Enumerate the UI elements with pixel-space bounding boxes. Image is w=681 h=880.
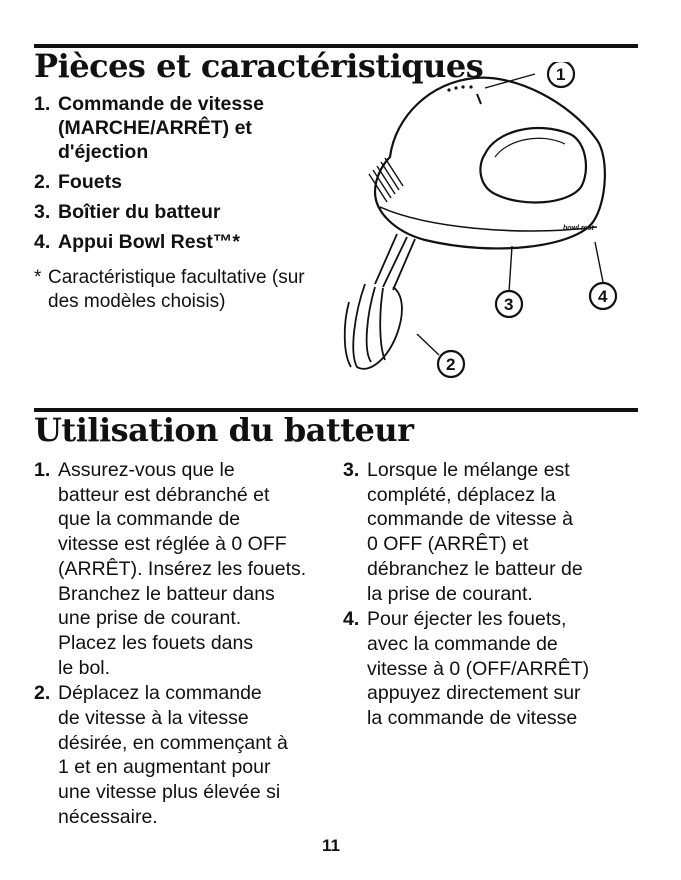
callout-4-label: 4 (598, 287, 608, 306)
list-item (34, 92, 328, 164)
step-number: 4. (343, 608, 360, 631)
step-text: Assurez-vous que le batteur est débranché et que la commande de vitesse est réglée à 0 OFF (ARRÊT). Insérez les fouets. Branchez le batteur dans une prise de courant. Placez les fouets dans le bol. (58, 459, 307, 679)
step-number: 2. (34, 682, 51, 705)
page-number: 11 (322, 836, 340, 855)
list-item (343, 458, 643, 606)
item-number: 3. (34, 201, 51, 223)
step-text: Pour éjecter les fouets, avec la commande de vitesse à 0 (OFF/ARRÊT) appuyez directement sur la commande de vitesse (367, 608, 590, 730)
steps-right-column (343, 458, 643, 732)
item-number: 1. (34, 93, 51, 115)
callout-3-label: 3 (504, 295, 514, 314)
callout-1-label: 1 (556, 65, 566, 84)
footnote-mark: * (34, 267, 42, 288)
mixer-handle-cutout (480, 128, 586, 203)
step-text: Déplacez la commande de vitesse à la vitesse désirée, en commençant à 1 et en augmentant pour une vitesse plus élevée si nécessaire. (58, 682, 288, 828)
step-number: 1. (34, 459, 51, 481)
callout-3 (496, 246, 522, 317)
list-item (34, 681, 324, 829)
section-title-parts: Pièces et caractéristiques (34, 47, 484, 85)
beaters (345, 234, 415, 369)
step-number: 3. (343, 459, 360, 481)
list-item (34, 200, 328, 224)
item-label: Commande de vitesse (MARCHE/ARRÊT) et d'éjection (58, 93, 264, 163)
callout-2 (417, 334, 464, 377)
section-title-usage: Utilisation du batteur (34, 411, 414, 449)
parts-list (34, 92, 328, 260)
list-item (34, 230, 328, 254)
item-number: 2. (34, 171, 51, 193)
mixer-illustration (335, 62, 635, 392)
list-item (34, 170, 328, 194)
list-item (343, 607, 643, 731)
steps-left-column (34, 458, 324, 831)
step-text: Lorsque le mélange est complété, déplacez la commande de vitesse à 0 OFF (ARRÊT) et débranchez le batteur de la prise de courant. (367, 459, 583, 605)
item-label: Appui Bowl Rest™* (58, 231, 241, 253)
item-label: Fouets (58, 171, 122, 193)
callout-4 (590, 242, 616, 309)
list-item (34, 458, 324, 680)
bowl-rest-label: bowl rest (563, 225, 594, 232)
item-number: 4. (34, 231, 51, 253)
item-label: Boîtier du batteur (58, 201, 221, 223)
footnote-text: Caractéristique facultative (sur des modèles choisis) (48, 267, 305, 312)
footnote (34, 266, 308, 314)
callout-1 (485, 62, 574, 88)
mixer-body (375, 78, 605, 249)
callout-2-label: 2 (446, 355, 456, 374)
speed-control-dots (447, 85, 472, 91)
